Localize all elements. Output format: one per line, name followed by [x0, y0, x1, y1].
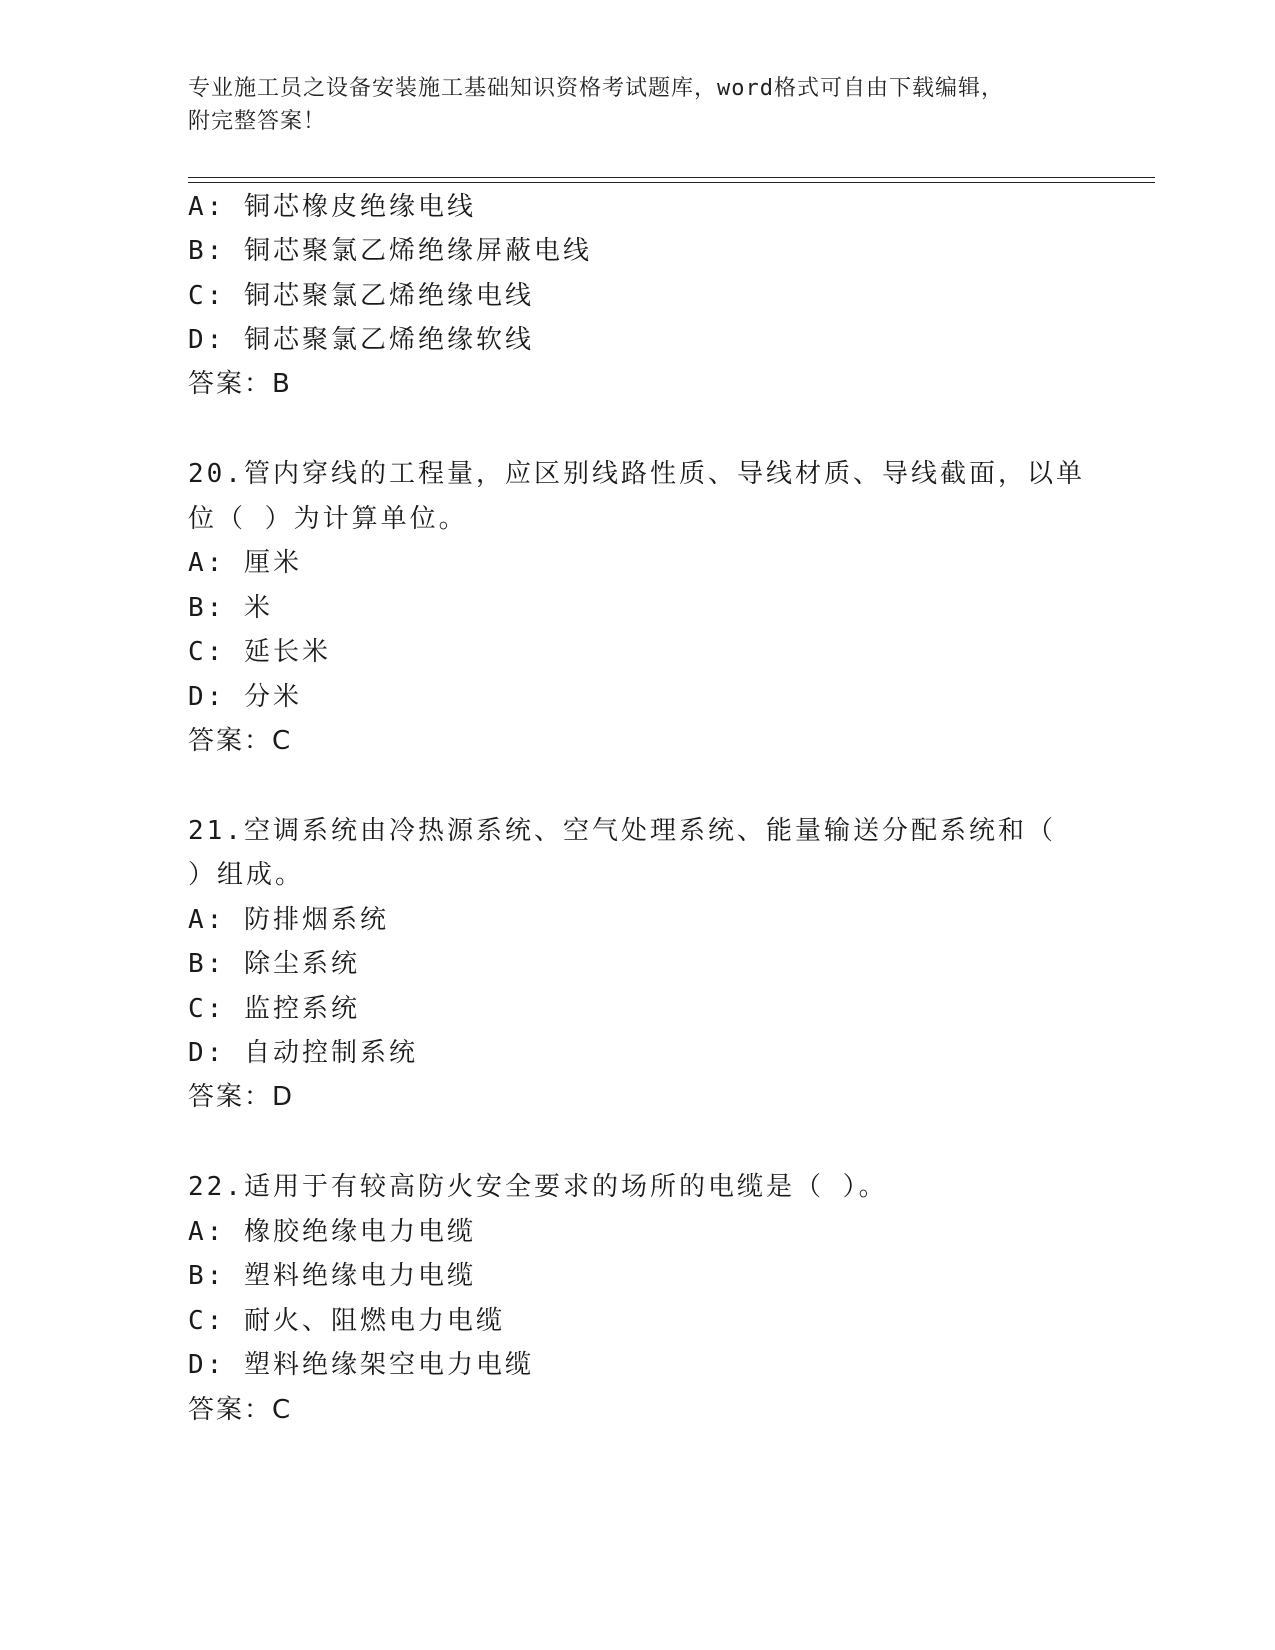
q20-answer: 答案：C [188, 726, 293, 756]
q21-option-b: B: 除尘系统 [188, 949, 360, 979]
header-line-1: 专业施工员之设备安装施工基础知识资格考试题库，word格式可自由下载编辑， [188, 76, 1004, 101]
q19-option-c: C: 铜芯聚氯乙烯绝缘电线 [188, 281, 534, 311]
q21-option-c: C: 监控系统 [188, 994, 360, 1024]
q22-answer: 答案：C [188, 1395, 293, 1425]
q21-option-d: D: 自动控制系统 [188, 1038, 418, 1068]
q19-option-b: B: 铜芯聚氯乙烯绝缘屏蔽电线 [188, 236, 592, 266]
q22-stem-line-1: 22.适用于有较高防火安全要求的场所的电缆是（ ）。 [188, 1172, 888, 1202]
q20-stem-line-1: 20.管内穿线的工程量，应区别线路性质、导线材质、导线截面，以单 [188, 459, 1085, 489]
header-line-2: 附完整答案！ [188, 109, 327, 134]
q19-option-d: D: 铜芯聚氯乙烯绝缘软线 [188, 325, 534, 355]
q21-stem-line-1: 21.空调系统由冷热源系统、空气处理系统、能量输送分配系统和（ [188, 816, 1056, 846]
q19-answer: 答案：B [188, 369, 292, 399]
q22-option-a: A: 橡胶绝缘电力电缆 [188, 1217, 476, 1247]
q21-stem-line-2: ）组成。 [188, 860, 305, 890]
document-header [188, 72, 1088, 138]
q21-answer: 答案：D [188, 1082, 295, 1112]
q20-option-d: D: 分米 [188, 682, 302, 712]
q20-option-a: A: 厘米 [188, 548, 302, 578]
q21-option-a: A: 防排烟系统 [188, 905, 389, 935]
q22-option-d: D: 塑料绝缘架空电力电缆 [188, 1350, 534, 1380]
q20-stem-line-2: 位（ ）为计算单位。 [188, 504, 468, 534]
header-divider-top [188, 177, 1155, 178]
q20-option-b: B: 米 [188, 593, 273, 623]
q20-option-c: C: 延长米 [188, 637, 331, 667]
q22-option-b: B: 塑料绝缘电力电缆 [188, 1261, 476, 1291]
q19-option-a: A: 铜芯橡皮绝缘电线 [188, 192, 476, 222]
header-divider-bottom [188, 182, 1155, 183]
q22-option-c: C: 耐火、阻燃电力电缆 [188, 1306, 505, 1336]
